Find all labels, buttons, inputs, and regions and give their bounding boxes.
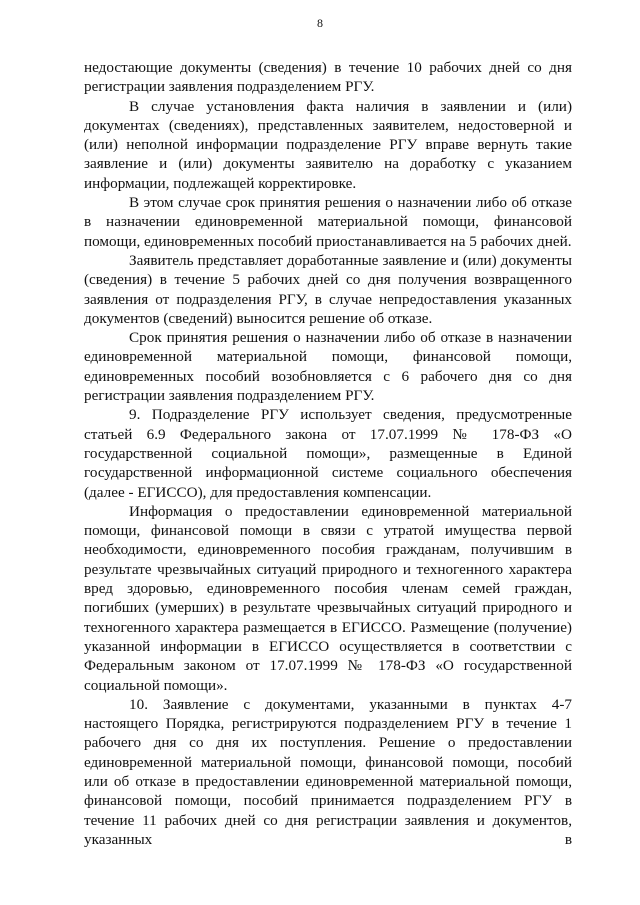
- page-number: 8: [317, 16, 323, 30]
- paragraph-item-9: 9. Подразделение РГУ использует сведения, предусмотренные статьей 6.9 Федерального закона от 17.07.1999 № 178-ФЗ «О государственной социальной помощи», размещенные в Единой государственной информационной системе социального обеспечения (далее - ЕГИССО), для предоставления компенсации.: [84, 406, 572, 501]
- paragraph-resumption: Срок принятия решения о назначении либо об отказе в назначении единовременной материальной помощи, финансовой помощи, единовременных пособий возобновляется с 6 рабочего дня со дня регистрации заявления подразделением РГУ.: [84, 329, 572, 405]
- paragraph-suspension: В этом случае срок принятия решения о назначении либо об отказе в назначении единовременной материальной помощи, финансовой помощи, единовременных пособий приостанавливается на 5 рабочих дней.: [84, 194, 572, 250]
- paragraph-return-for-revision: В случае установления факта наличия в заявлении и (или) документах (сведениях), представленных заявителем, недостоверной и (или) неполной информации подразделение РГУ вправе вернуть такие заявление и (или) документы заявителю на доработку с указанием информации, подлежащей корректировке.: [84, 97, 572, 192]
- document-body: [84, 58, 572, 849]
- paragraph-item-10: 10. Заявление с документами, указанными в пунктах 4-7 настоящего Порядка, регистрируются подразделением РГУ в течение 1 рабочего дня со дня их поступления. Решение о предоставлении единовременной материальной помощи, финансовой помощи, пособий или об отказе в предоставлении единовременной материальной помощи, финансовой помощи, пособий принимается подразделением РГУ в течение 11 рабочих дней со дня регистрации заявления и документов, указанных в: [84, 695, 572, 848]
- paragraph-egisso-info: Информация о предоставлении единовременной материальной помощи, финансовой помощи в связи с утратой имущества первой необходимости, единовременного пособия гражданам, получившим в результате чрезвычайных ситуаций природного и техногенного характера вред здоровью, единовременного пособия членам семей граждан, погибших (умерших) в результате чрезвычайных ситуаций природного и техногенного характера размещается в ЕГИССО. Размещение (получение) указанной информации в ЕГИССО осуществляется в соответствии с Федеральным законом от 17.07.1999 № 178-ФЗ «О государственной социальной помощи».: [84, 502, 572, 694]
- paragraph-resubmission: Заявитель представляет доработанные заявление и (или) документы (сведения) в течение 5 рабочих дней со дня получения возвращенного заявления от подразделения РГУ, в случае непредоставления указанных документов (сведений) выносится решение об отказе.: [84, 251, 572, 327]
- paragraph-continuation: недостающие документы (сведения) в течение 10 рабочих дней со дня регистрации заявления подразделением РГУ.: [84, 59, 572, 96]
